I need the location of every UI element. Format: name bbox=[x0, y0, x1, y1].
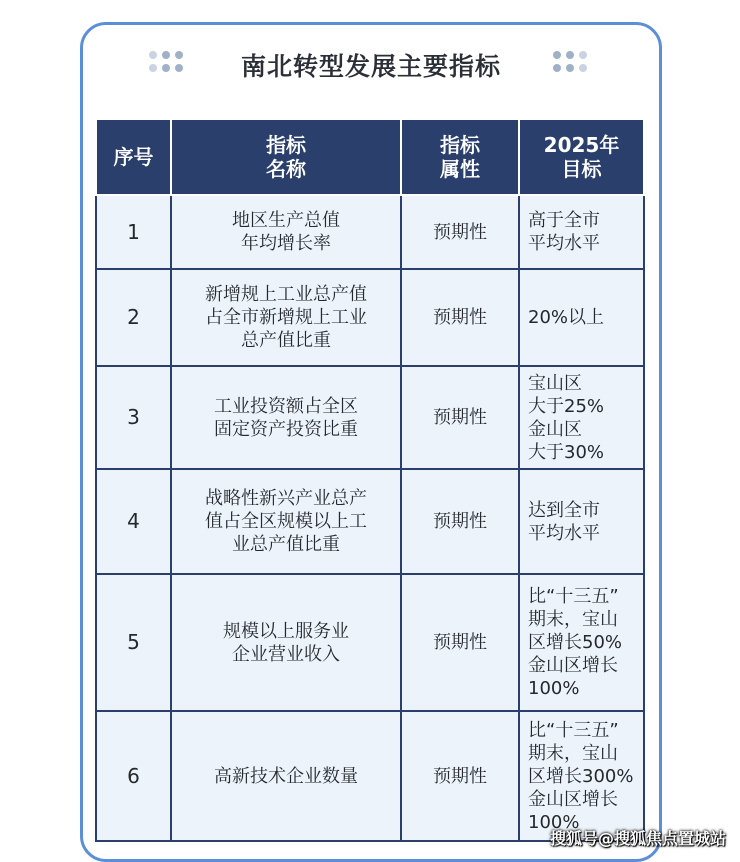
page-title: 南北转型发展主要指标 bbox=[240, 52, 501, 81]
row-index: 2 bbox=[96, 269, 171, 366]
row-target: 高于全市 平均水平 bbox=[519, 195, 644, 269]
table-row bbox=[96, 469, 644, 574]
row-attribute: 预期性 bbox=[401, 574, 519, 711]
table-row bbox=[96, 195, 644, 269]
row-index: 6 bbox=[96, 711, 171, 841]
row-target: 比“十三五” 期末，宝山 区增长50% 金山区增长 100% bbox=[519, 574, 644, 711]
table-row bbox=[96, 711, 644, 841]
row-target: 达到全市 平均水平 bbox=[519, 469, 644, 574]
row-attribute: 预期性 bbox=[401, 195, 519, 269]
row-attribute: 预期性 bbox=[401, 269, 519, 366]
header-indicator-name: 指标 名称 bbox=[171, 119, 401, 195]
row-target: 比“十三五” 期末，宝山 区增长300% 金山区增长 100% bbox=[519, 711, 644, 841]
table-row bbox=[96, 574, 644, 711]
row-indicator-name: 新增规上工业总产值 占全市新增规上工业 总产值比重 bbox=[171, 269, 401, 366]
row-index: 5 bbox=[96, 574, 171, 711]
header-2025-target: 2025年 目标 bbox=[519, 119, 644, 195]
table-header-row bbox=[96, 119, 644, 195]
row-indicator-name: 高新技术企业数量 bbox=[171, 711, 401, 841]
header-indicator-attribute: 指标 属性 bbox=[401, 119, 519, 195]
watermark-text: 搜狐号@搜狐焦点置城站 bbox=[549, 829, 726, 848]
row-index: 3 bbox=[96, 366, 171, 469]
row-index: 4 bbox=[96, 469, 171, 574]
row-attribute: 预期性 bbox=[401, 469, 519, 574]
row-index: 1 bbox=[96, 195, 171, 269]
row-indicator-name: 地区生产总值 年均增长率 bbox=[171, 195, 401, 269]
table-row bbox=[96, 269, 644, 366]
table-row bbox=[96, 366, 644, 469]
row-indicator-name: 战略性新兴产业总产 值占全区规模以上工 业总产值比重 bbox=[171, 469, 401, 574]
row-attribute: 预期性 bbox=[401, 366, 519, 469]
row-target: 20%以上 bbox=[519, 269, 644, 366]
row-indicator-name: 工业投资额占全区 固定资产投资比重 bbox=[171, 366, 401, 469]
row-target: 宝山区 大于25% 金山区 大于30% bbox=[519, 366, 644, 469]
row-indicator-name: 规模以上服务业 企业营业收入 bbox=[171, 574, 401, 711]
indicator-table bbox=[95, 118, 645, 842]
row-attribute: 预期性 bbox=[401, 711, 519, 841]
header-index: 序号 bbox=[96, 119, 171, 195]
decorative-dots-icon bbox=[553, 51, 587, 72]
